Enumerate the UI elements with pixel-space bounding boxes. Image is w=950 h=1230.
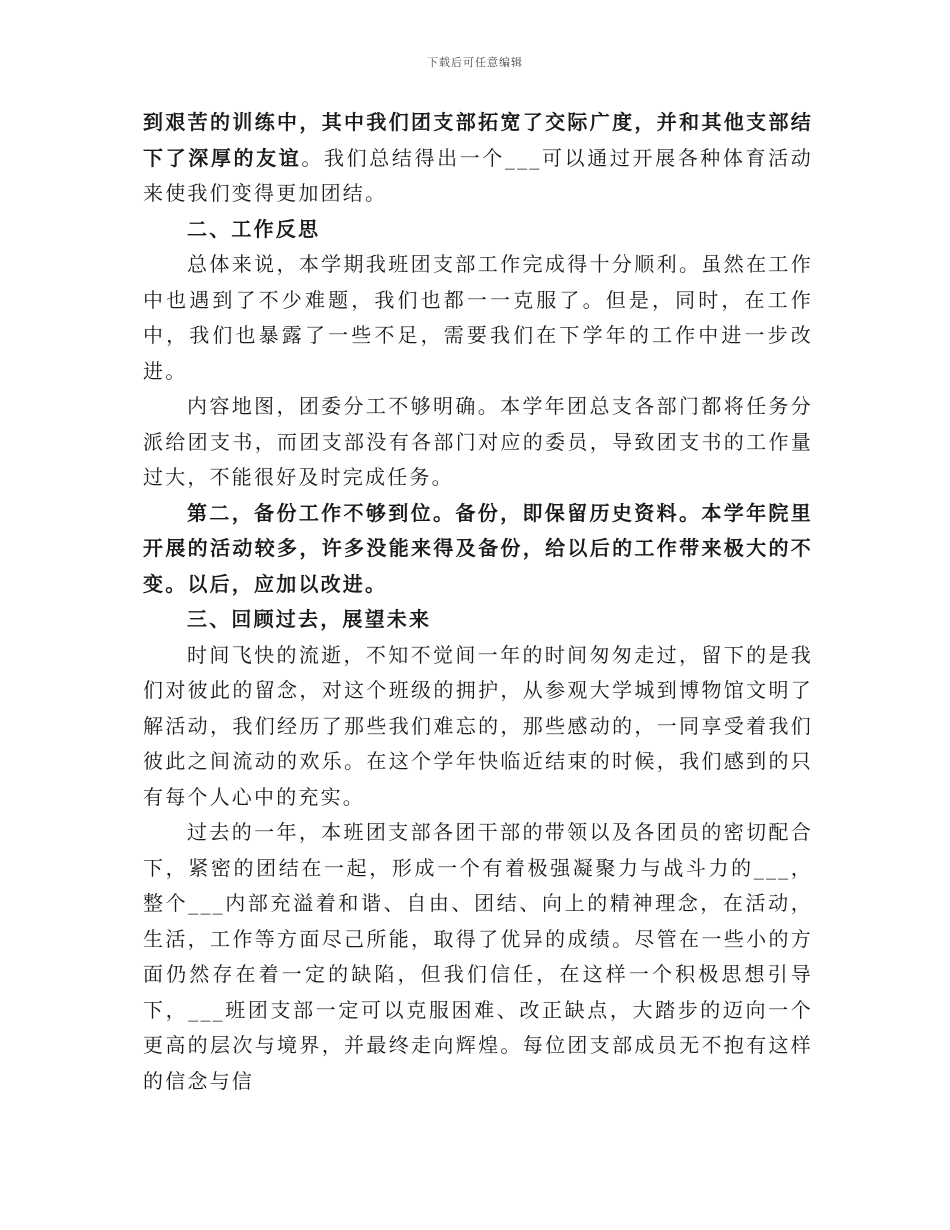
paragraph-1 [143, 105, 813, 212]
paragraph-1-bold: 到艰苦的训练中，其中我们团支部拓宽了交际广度，并和其他支部结下了深厚的友谊 [143, 110, 813, 170]
section-heading-review-outlook: 三、回顾过去，展望未来 [187, 607, 432, 631]
paragraph-6: 过去的一年，本班团支部各团干部的带领以及各团员的密切配合下，紧密的团结在一起，形成一个有着极强凝聚力与战斗力的___，整个___内部充溢着和谐、自由、团结、向上的精神理念，在活动，生活，工作等方面尽己所能，取得了优异的成绩。尽管在一些小的方面仍然存在着一定的缺陷，但我们信任，在这样一个积极思想引导下，___班团支部一定可以克服困难、改正缺点，大踏步的迈向一个更高的层次与境界，并最终走向辉煌。每位团支部成员无不抱有这样的信念与信 [143, 820, 813, 1093]
paragraph-1-rest: 。我们总结得出一个___可以通过开展各种体育活动来使我们变得更加团结。 [143, 145, 813, 205]
page-header: 下载后可任意编辑 [427, 56, 523, 69]
document-body [143, 105, 813, 1099]
paragraph-2: 总体来说，本学期我班团支部工作完成得十分顺利。虽然在工作中也遇到了不少难题，我们也都一一克服了。但是，同时，在工作中，我们也暴露了一些不足，需要我们在下学年的工作中进一步改进。 [143, 252, 813, 383]
paragraph-3: 内容地图，团委分工不够明确。本学年团总支各部门都将任务分派给团支书，而团支部没有各部门对应的委员，导致团支书的工作量过大，不能很好及时完成任务。 [143, 394, 813, 489]
section-heading-work-reflection: 二、工作反思 [187, 216, 321, 241]
paragraph-4: 第二，备份工作不够到位。备份，即保留历史资料。本学年院里开展的活动较多，许多没能来得及备份，给以后的工作带来极大的不变。以后，应加以改进。 [143, 500, 813, 596]
paragraph-5: 时间飞快的流逝，不知不觉间一年的时间匆匆走过，留下的是我们对彼此的留念，对这个班级的拥护，从参观大学城到博物馆文明了解活动，我们经历了那些我们难忘的，那些感动的，一同享受着我们彼此之间流动的欢乐。在这个学年快临近结束的时候，我们感到的只有每个人心中的充实。 [143, 642, 813, 809]
